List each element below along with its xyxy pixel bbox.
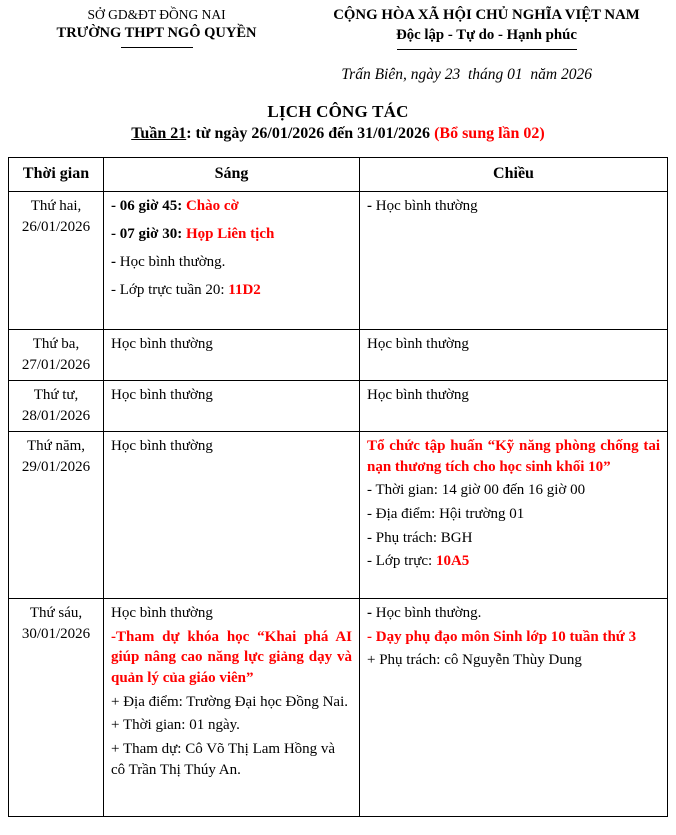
schedule-table-body [9, 191, 668, 816]
schedule-text: - Lớp trực tuần 20: [111, 281, 229, 298]
department-name: SỞ GD&ĐT ĐỒNG NAI [87, 7, 226, 22]
schedule-text: Học bình thường [111, 604, 213, 621]
issuing-org-block [8, 6, 305, 48]
national-header-block [305, 6, 668, 50]
time-cell [9, 191, 104, 329]
schedule-text: + Địa điểm: Trường Đại học Đồng Nai. [111, 693, 349, 710]
time-line: 28/01/2026 [21, 407, 91, 424]
column-header-time: Thời gian [9, 157, 104, 191]
table-row [9, 380, 668, 431]
schedule-text: - [367, 197, 376, 214]
table-header-row [9, 157, 668, 191]
schedule-text: Học bình thường [111, 437, 213, 454]
schedule-text: - 07 giờ 30: [111, 225, 186, 242]
afternoon-cell [360, 431, 668, 598]
schedule-text: + Tham dự: Cô Võ Thị Lam Hồng và cô Trần Thị Thúy An. [111, 741, 336, 778]
schedule-text: Học bình thường [375, 197, 478, 214]
schedule-text: Tổ chức tập huấn “Kỹ năng phòng chống tai nạn thương tích cho học sinh khối 10” [367, 437, 660, 475]
time-line: Thứ tư, [33, 386, 79, 403]
afternoon-cell [360, 329, 668, 380]
header-right-divider [397, 49, 577, 50]
schedule-line [367, 551, 660, 572]
afternoon-cell [360, 191, 668, 329]
afternoon-cell [360, 598, 668, 816]
schedule-line [367, 334, 660, 355]
schedule-text: - [111, 253, 120, 270]
table-row [9, 598, 668, 816]
time-line: Thứ hai, [30, 197, 82, 214]
schedule-text: - Địa điểm: Hội trường 01 [367, 506, 525, 522]
schedule-line [111, 224, 352, 245]
schedule-text: Học bình thường. [375, 604, 482, 621]
schedule-text: - Thời gian: 14 giờ 00 đến 16 giờ 00 [367, 482, 586, 499]
schedule-text: - Dạy phụ đạo môn Sinh lớp 10 tuần thứ 3 [367, 628, 637, 645]
national-title: CỘNG HÒA XÃ HỘI CHỦ NGHĨA VIỆT NAM [333, 7, 640, 23]
table-row [9, 329, 668, 380]
schedule-line [111, 739, 352, 780]
table-row [9, 431, 668, 598]
schedule-text: Học bình thường [111, 386, 213, 403]
schedule-text: Chào cờ [185, 197, 239, 214]
column-header-afternoon: Chiều [360, 157, 668, 191]
time-line: 29/01/2026 [21, 458, 91, 475]
schedule-text: Học bình thường. [119, 253, 226, 270]
schedule-text: -Tham dự khóa học “Khai phá AI giúp nâng cao năng lực giảng dạy và quản lý của giáo viên” [111, 628, 352, 686]
week-range: : từ ngày 26/01/2026 đến 31/01/2026 [186, 124, 435, 142]
time-line: 30/01/2026 [21, 625, 91, 642]
afternoon-cell [360, 380, 668, 431]
schedule-text: - 06 giờ 45: [111, 197, 186, 214]
schedule-text: Học bình thường [367, 335, 469, 352]
time-line: 26/01/2026 [21, 218, 91, 235]
schedule-text: + Phụ trách: cô Nguyễn Thùy Dung [367, 652, 582, 669]
time-cell [9, 329, 104, 380]
page-title: LỊCH CÔNG TÁC [267, 101, 409, 121]
school-name: TRƯỜNG THPT NGÔ QUYỀN [56, 25, 257, 42]
schedule-text: 11D2 [228, 281, 261, 298]
morning-cell [104, 431, 360, 598]
supplement-note: (Bổ sung lần 02) [434, 124, 545, 142]
time-line: 27/01/2026 [21, 356, 91, 373]
schedule-line [367, 196, 660, 217]
schedule-line [111, 334, 352, 355]
schedule-text: + Thời gian: 01 ngày. [111, 717, 240, 734]
schedule-line [367, 603, 660, 624]
schedule-line [367, 436, 660, 477]
schedule-line [367, 480, 660, 501]
table-row [9, 191, 668, 329]
time-cell [9, 598, 104, 816]
time-line: Thứ ba, [32, 335, 80, 352]
schedule-line [367, 504, 660, 525]
subtitle-line [8, 125, 668, 143]
schedule-line [111, 252, 352, 273]
schedule-text: Họp Liên tịch [185, 225, 275, 242]
header-left-divider [121, 47, 193, 48]
schedule-text: - Lớp trực: [367, 553, 436, 570]
date-place-line: Trấn Biên, ngày 23 tháng 01 năm 2026 [341, 65, 592, 83]
schedule-line [111, 436, 352, 457]
time-line: Thứ sáu, [29, 604, 83, 621]
schedule-text: Học bình thường [367, 386, 469, 403]
week-label: Tuần 21 [131, 124, 187, 142]
schedule-line [111, 196, 352, 217]
schedule-line [367, 528, 660, 549]
schedule-line [111, 715, 352, 736]
schedule-line [111, 603, 352, 624]
schedule-text: - Phụ trách: BGH [367, 529, 473, 546]
schedule-line [111, 385, 352, 406]
schedule-text: 10A5 [435, 553, 470, 570]
schedule-line [367, 650, 660, 671]
document-header [8, 6, 668, 50]
schedule-line [367, 385, 660, 406]
schedule-text: - [367, 604, 376, 621]
schedule-table [8, 157, 668, 817]
morning-cell [104, 329, 360, 380]
schedule-text: Học bình thường [111, 335, 213, 352]
time-cell [9, 380, 104, 431]
time-cell [9, 431, 104, 598]
time-line: Thứ năm, [26, 437, 86, 454]
national-motto: Độc lập - Tự do - Hạnh phúc [396, 26, 577, 43]
schedule-line [111, 692, 352, 713]
schedule-line [111, 280, 352, 301]
column-header-morning: Sáng [104, 157, 360, 191]
schedule-line [367, 627, 660, 648]
morning-cell [104, 598, 360, 816]
morning-cell [104, 191, 360, 329]
morning-cell [104, 380, 360, 431]
schedule-line [111, 627, 352, 689]
